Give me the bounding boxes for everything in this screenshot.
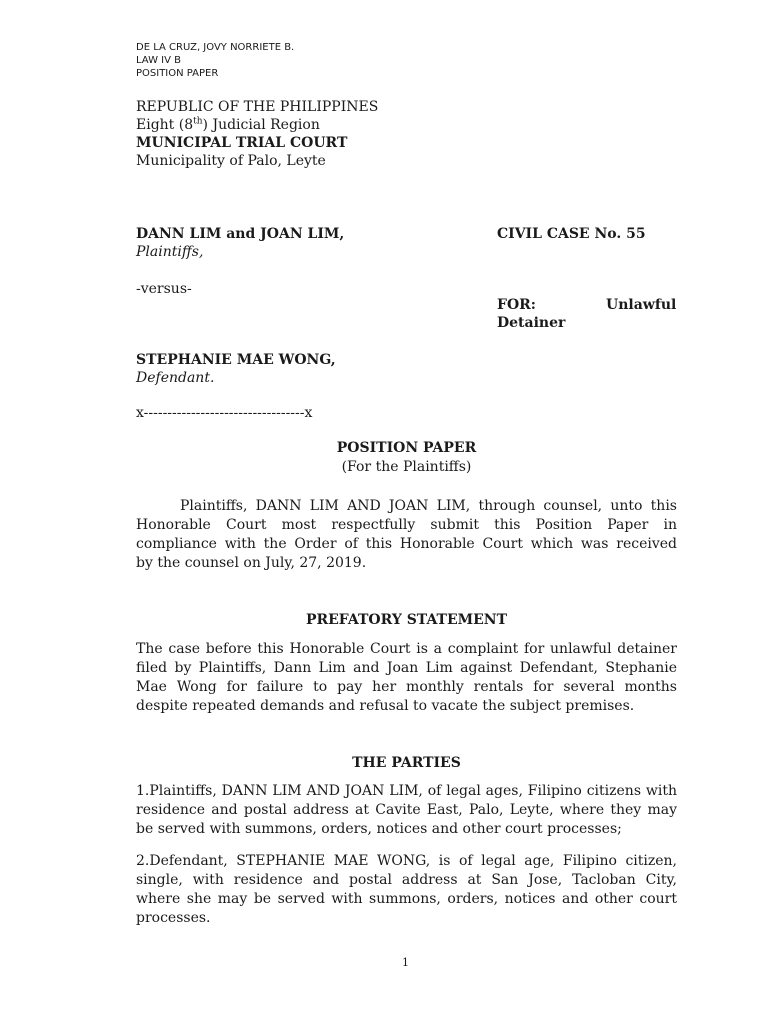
defendant-name: STEPHANIE MAE WONG, [136, 352, 336, 368]
prefatory-heading: PREFATORY STATEMENT [305, 612, 508, 628]
republic-line: REPUBLIC OF THE PHILIPPINES [136, 99, 379, 115]
region-line: Eight (8th) Judicial Region [136, 116, 320, 133]
party-line: residence and postal address at Cavite East, Palo, Leyte, where they may [136, 802, 677, 818]
municipality-line: Municipality of Palo, Leyte [136, 153, 326, 169]
prefatory-line: The case before this Honorable Court is a complaint for unlawful detainer [136, 641, 677, 657]
parties-heading: THE PARTIES [352, 755, 461, 771]
prefatory-line: despite repeated demands and refusal to vacate the subject premises. [136, 698, 635, 714]
court-name: MUNICIPAL TRIAL COURT [136, 135, 348, 151]
plaintiffs-label: Plaintiffs, [136, 244, 204, 260]
author-name: DE LA CRUZ, JOVY NORRIETE B. [136, 42, 295, 53]
doc-type-label: POSITION PAPER [136, 68, 219, 79]
party-line: 2.Defendant, STEPHANIE MAE WONG, is of legal age, Filipino citizen, [136, 853, 677, 869]
prefatory-paragraph [136, 640, 677, 716]
party-line: single, with residence and postal address at San Jose, Tacloban City, [136, 872, 677, 888]
caption-separator: x----------------------------------x [136, 405, 313, 421]
for-text-detainer: Detainer [497, 315, 566, 331]
defendant-label: Defendant. [136, 370, 215, 386]
party-item-defendant [136, 852, 677, 928]
position-paper-subtitle: (For the Plaintiffs) [341, 459, 472, 475]
for-label: FOR: [497, 297, 536, 313]
party-line: be served with summons, orders, notices and other court processes; [136, 821, 622, 837]
civil-case-number: CIVIL CASE No. 55 [497, 226, 646, 242]
position-paper-title: POSITION PAPER [336, 440, 477, 456]
intro-line: Plaintiffs, DANN LIM AND JOAN LIM, through counsel, unto this [180, 498, 677, 514]
party-line: processes. [136, 910, 211, 926]
intro-line: Honorable Court most respectfully submit this Position Paper in [136, 517, 677, 533]
plaintiffs-name: DANN LIM and JOAN LIM, [136, 226, 345, 242]
intro-line: by the counsel on July, 27, 2019. [136, 555, 367, 571]
party-line: where she may be served with summons, orders, notices and other court [136, 891, 677, 907]
party-line: 1.Plaintiffs, DANN LIM AND JOAN LIM, of legal ages, Filipino citizens with [136, 783, 677, 799]
intro-paragraph [136, 497, 677, 573]
prefatory-line: filed by Plaintiffs, Dann Lim and Joan Lim against Defendant, Stephanie [136, 660, 677, 676]
class-label: LAW IV B [136, 55, 181, 66]
versus-label: -versus- [136, 281, 192, 297]
for-text-unlawful: Unlawful [606, 297, 677, 313]
page-number: 1 [402, 956, 409, 969]
intro-line: compliance with the Order of this Honorable Court which was received [136, 536, 677, 552]
party-item-plaintiffs [136, 782, 677, 839]
prefatory-line: Mae Wong for failure to pay her monthly rentals for several months [136, 679, 677, 695]
